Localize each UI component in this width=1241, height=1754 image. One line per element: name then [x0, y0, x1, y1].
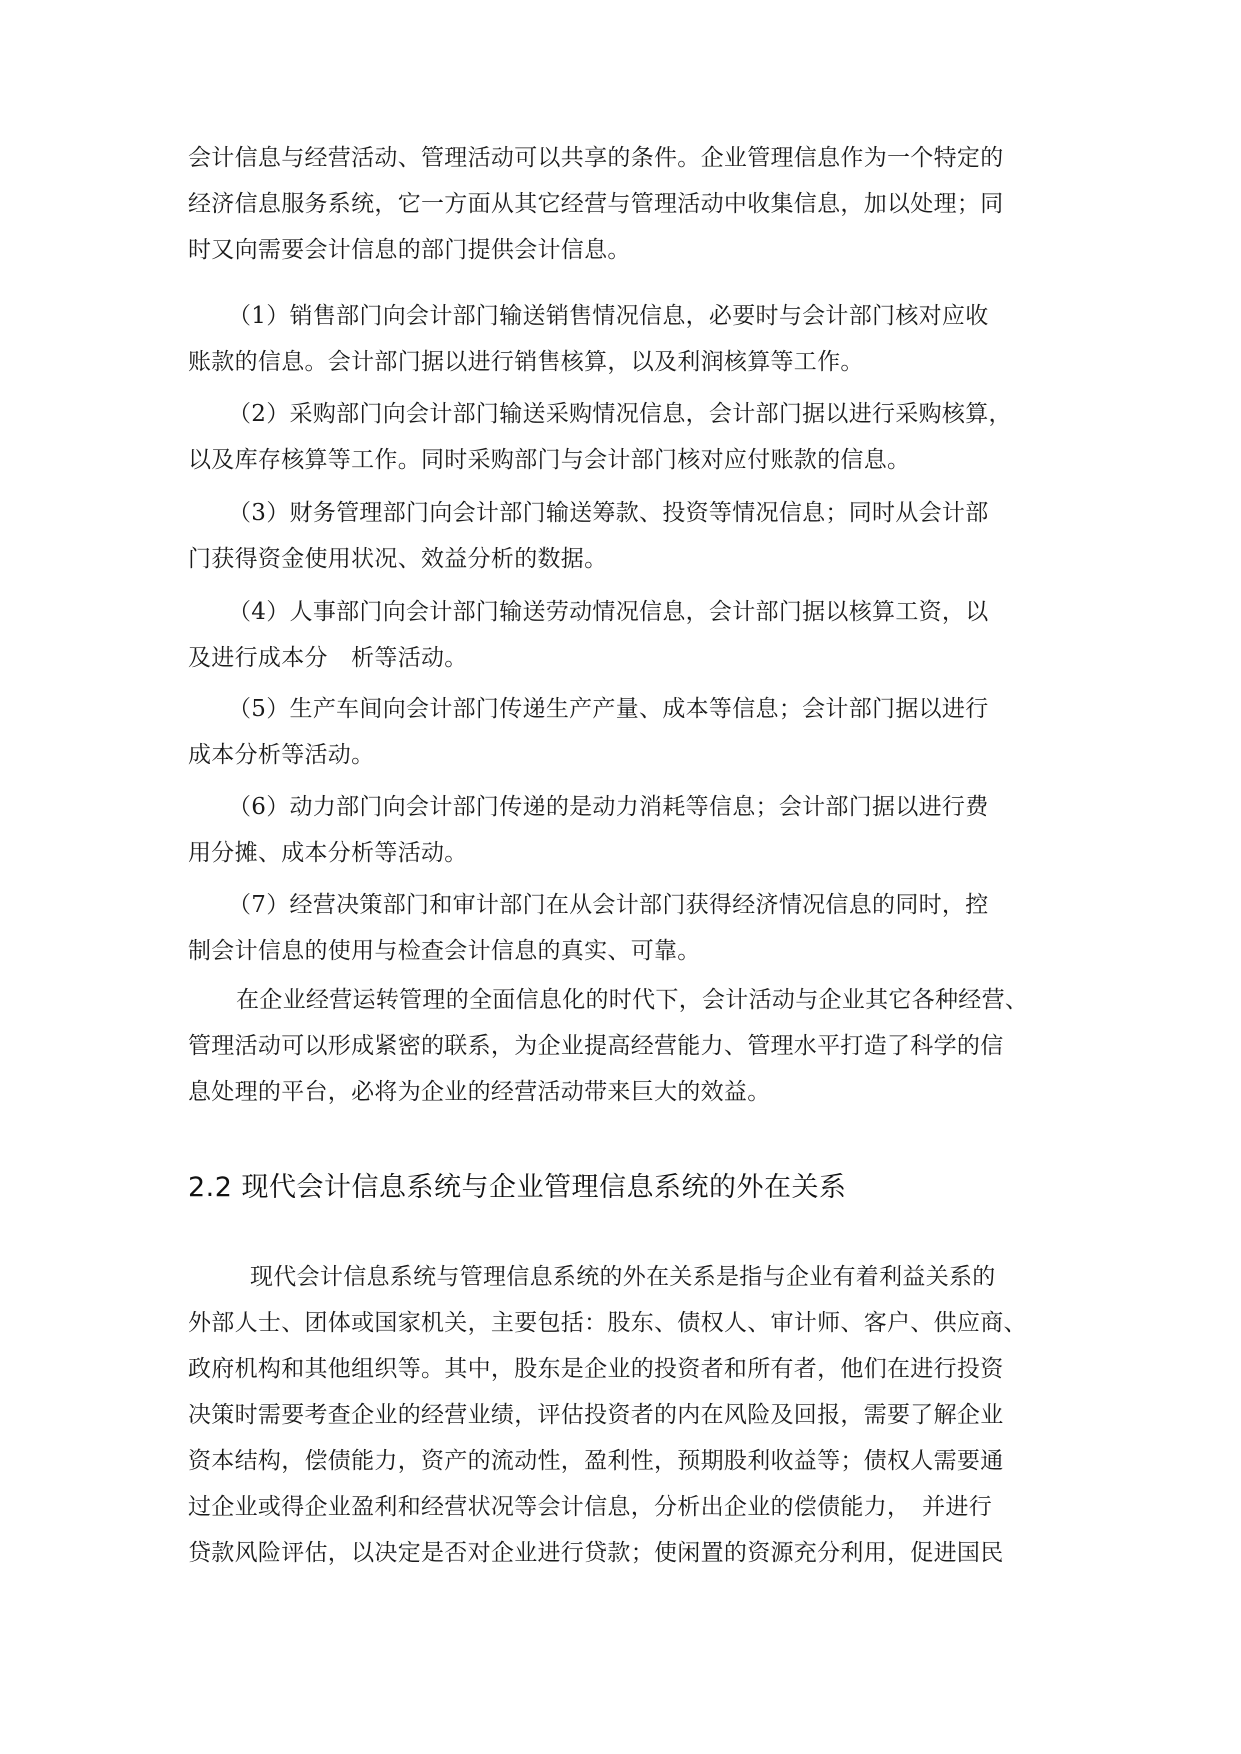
body-line: 成本分析等活动。 — [188, 742, 375, 768]
list-item-6: （6）动力部门向会计部门传递的是动力消耗等信息；会计部门据以进行费 — [228, 794, 989, 820]
paragraph-start: 现代会计信息系统与管理信息系统的外在关系是指与企业有着利益关系的 — [250, 1264, 996, 1290]
list-item-5: （5）生产车间向会计部门传递生产产量、成本等信息；会计部门据以进行 — [228, 696, 989, 722]
body-line: 息处理的平台，必将为企业的经营活动带来巨大的效益。 — [188, 1079, 771, 1105]
body-line: 门获得资金使用状况、效益分析的数据。 — [188, 546, 608, 572]
body-line: 以及库存核算等工作。同时采购部门与会计部门核对应付账款的信息。 — [188, 447, 911, 473]
body-line: 经济信息服务系统，它一方面从其它经营与管理活动中收集信息，加以处理；同 — [188, 191, 1004, 217]
body-line: 及进行成本分 析等活动。 — [188, 645, 468, 671]
body-line: 贷款风险评估，以决定是否对企业进行贷款；使闲置的资源充分利用，促进国民 — [188, 1540, 1004, 1566]
body-line: 外部人士、团体或国家机关，主要包括：股东、债权人、审计师、客户、供应商、 — [188, 1310, 1027, 1336]
body-line: 会计信息与经营活动、管理活动可以共享的条件。企业管理信息作为一个特定的 — [188, 145, 1004, 171]
body-line: 政府机构和其他组织等。其中，股东是企业的投资者和所有者，他们在进行投资 — [188, 1356, 1004, 1382]
list-item-3: （3）财务管理部门向会计部门输送筹款、投资等情况信息；同时从会计部 — [228, 500, 989, 526]
body-line: 用分摊、成本分析等活动。 — [188, 840, 468, 866]
body-line: 制会计信息的使用与检查会计信息的真实、可靠。 — [188, 938, 701, 964]
list-item-4: （4）人事部门向会计部门输送劳动情况信息，会计部门据以核算工资，以 — [228, 599, 989, 625]
body-line: 账款的信息。会计部门据以进行销售核算，以及利润核算等工作。 — [188, 349, 864, 375]
list-item-1: （1）销售部门向会计部门输送销售情况信息，必要时与会计部门核对应收 — [228, 303, 989, 329]
paragraph-start: 在企业经营运转管理的全面信息化的时代下，会计活动与企业其它各种经营、 — [236, 987, 1029, 1013]
body-line: 决策时需要考查企业的经营业绩，评估投资者的内在风险及回报，需要了解企业 — [188, 1402, 1004, 1428]
list-item-2: （2）采购部门向会计部门输送采购情况信息，会计部门据以进行采购核算， — [228, 401, 1012, 427]
body-line: 过企业或得企业盈利和经营状况等会计信息，分析出企业的偿债能力， 并进行 — [188, 1494, 992, 1520]
body-line: 时又向需要会计信息的部门提供会计信息。 — [188, 237, 631, 263]
list-item-7: （7）经营决策部门和审计部门在从会计部门获得经济情况信息的同时，控 — [228, 892, 989, 918]
body-line: 资本结构，偿债能力，资产的流动性，盈利性，预期股利收益等；债权人需要通 — [188, 1448, 1004, 1474]
section-heading: 2.2 现代会计信息系统与企业管理信息系统的外在关系 — [188, 1172, 847, 1203]
body-line: 管理活动可以形成紧密的联系，为企业提高经营能力、管理水平打造了科学的信 — [188, 1033, 1004, 1059]
